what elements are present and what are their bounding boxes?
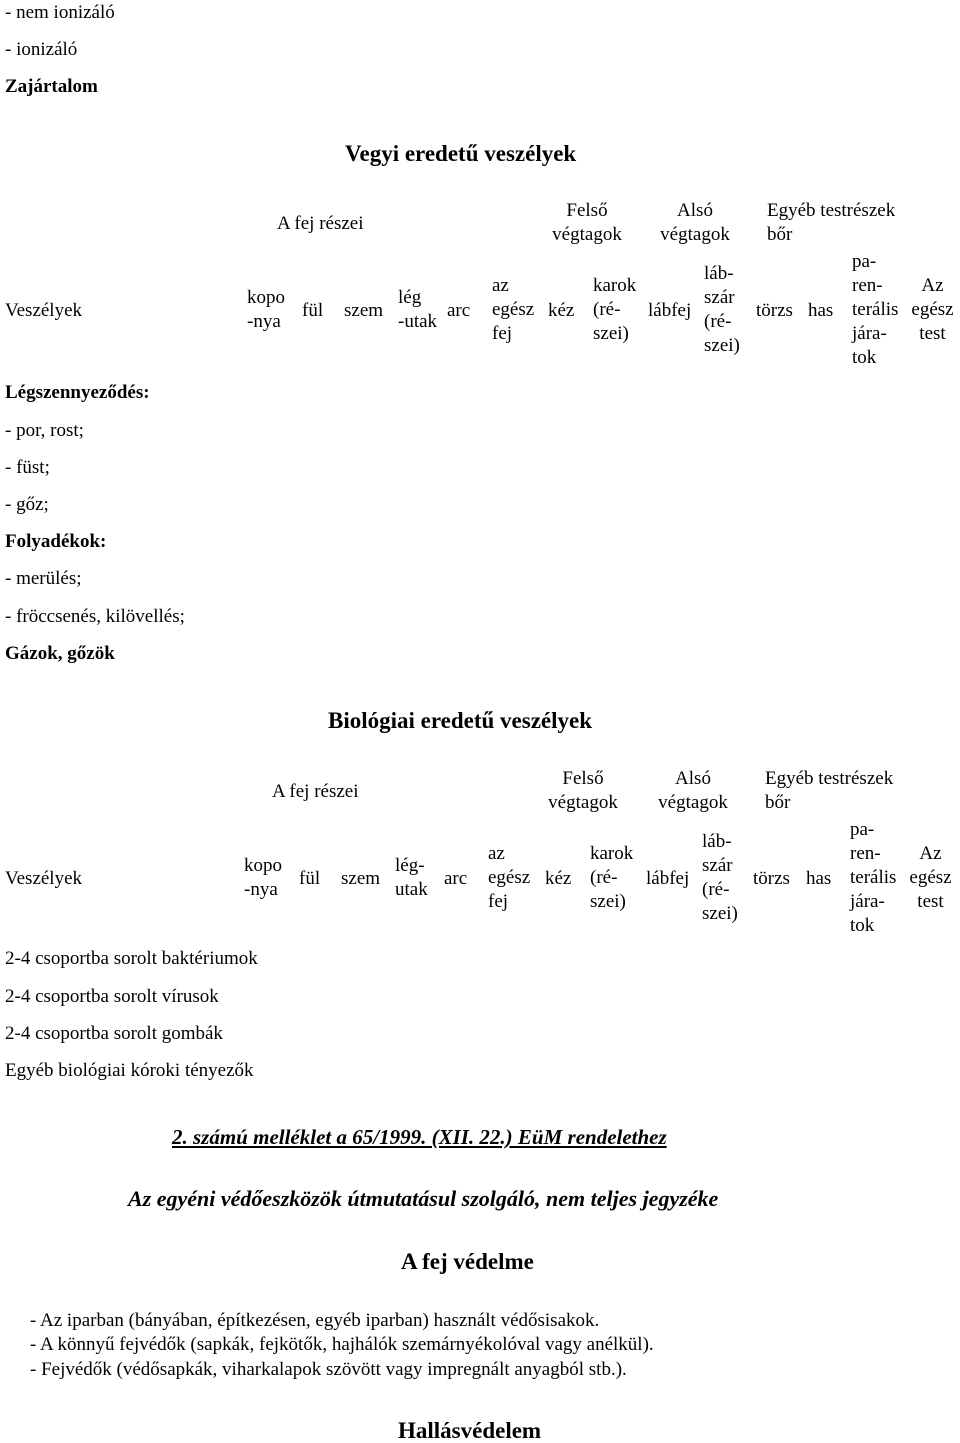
- list-item: - Fejvédők (védősapkák, viharkalapok szövött vagy impregnált anyagból stb.).: [30, 1359, 627, 1380]
- header-arc: arc: [444, 868, 468, 889]
- header-veszelyek: Veszélyek: [5, 868, 83, 889]
- chem-row-por-rost: - por, rost;: [5, 420, 84, 441]
- header-parenteralis-jaratok: pa- ren- terális jára- tok: [852, 251, 899, 368]
- header-has: has: [808, 300, 834, 321]
- header-torzs: törzs: [756, 300, 793, 321]
- chem-row-froccsenes: - fröccsenés, kilövellés;: [5, 606, 185, 627]
- header-parenteralis-jaratok: pa- ren- terális jára- tok: [850, 819, 897, 936]
- annex-title: 2. számú melléklet a 65/1999. (XII. 22.) EüM rendelethez: [172, 1125, 667, 1149]
- header-karok: karok (ré- szei): [593, 275, 637, 344]
- header-felso-vegtagok: Felső végtagok: [552, 200, 622, 245]
- bio-row-egyeb: Egyéb biológiai kóroki tényezők: [5, 1060, 254, 1081]
- header-legutak: lég- utak: [395, 855, 428, 900]
- bio-row-virusok: 2-4 csoportba sorolt vírusok: [5, 986, 219, 1007]
- header-egyeb-testreszek: Egyéb testrészek bőr: [765, 768, 894, 813]
- chem-row-merules: - merülés;: [5, 568, 82, 589]
- bio-row-gombak: 2-4 csoportba sorolt gombák: [5, 1023, 223, 1044]
- header-also-vegtagok: Alsó végtagok: [660, 200, 730, 245]
- header-kez: kéz: [545, 868, 572, 889]
- header-fej-reszei: A fej részei: [277, 213, 364, 234]
- header-koponya: kopo -nya: [247, 287, 285, 332]
- intro-line-nem-ionizalo: - nem ionizáló: [5, 2, 115, 23]
- header-veszelyek: Veszélyek: [5, 300, 83, 321]
- header-also-vegtagok: Alsó végtagok: [658, 768, 728, 813]
- chem-heading: Vegyi eredetű veszélyek: [345, 141, 577, 166]
- header-kez: kéz: [548, 300, 575, 321]
- header-egyeb-testreszek: Egyéb testrészek bőr: [767, 200, 896, 245]
- header-ful: fül: [299, 868, 321, 889]
- header-az-egesz-fej: az egész fej: [492, 275, 535, 344]
- header-felso-vegtagok: Felső végtagok: [548, 768, 618, 813]
- chem-row-gazok-gozok: Gázok, gőzök: [5, 643, 115, 664]
- header-az-egesz-test: Az egész test: [909, 843, 952, 912]
- chem-row-fust: - füst;: [5, 457, 50, 478]
- header-ful: fül: [302, 300, 324, 321]
- header-legutak: lég -utak: [398, 287, 438, 332]
- chem-row-folyadekok: Folyadékok:: [5, 531, 107, 552]
- header-fej-reszei: A fej részei: [272, 781, 359, 802]
- header-labfej: lábfej: [648, 300, 692, 321]
- header-labszar: láb- szár (ré- szei): [704, 263, 740, 356]
- header-has: has: [806, 868, 832, 889]
- header-szem: szem: [341, 868, 381, 889]
- header-az-egesz-test: Az egész test: [911, 275, 954, 344]
- list-item: - Az iparban (bányában, építkezésen, egyéb iparban) használt védősisakok.: [30, 1310, 600, 1331]
- section-hallasvedelem: Hallásvédelem: [398, 1418, 542, 1443]
- chem-row-legszennyezodes: Légszennyeződés:: [5, 382, 150, 403]
- intro-line-zajartalom: Zajártalom: [5, 76, 98, 97]
- header-arc: arc: [447, 300, 471, 321]
- header-torzs: törzs: [753, 868, 790, 889]
- list-item: - A könnyű fejvédők (sapkák, fejkötők, hajhálók szemárnyékolóval vagy anélkül).: [30, 1334, 654, 1355]
- header-karok: karok (ré- szei): [590, 843, 634, 912]
- intro-line-ionizalo: - ionizáló: [5, 39, 78, 60]
- bio-row-bakteriumok: 2-4 csoportba sorolt baktériumok: [5, 948, 258, 969]
- bio-heading: Biológiai eredetű veszélyek: [328, 708, 593, 733]
- section-fej-vedelme: A fej védelme: [401, 1249, 534, 1274]
- chem-row-goz: - gőz;: [5, 494, 49, 515]
- header-az-egesz-fej: az egész fej: [488, 843, 531, 912]
- header-koponya: kopo -nya: [244, 855, 282, 900]
- annex-subtitle: Az egyéni védőeszközök útmutatásul szolgáló, nem teljes jegyzéke: [128, 1186, 719, 1211]
- header-szem: szem: [344, 300, 384, 321]
- header-labszar: láb- szár (ré- szei): [702, 831, 738, 924]
- header-labfej: lábfej: [646, 868, 690, 889]
